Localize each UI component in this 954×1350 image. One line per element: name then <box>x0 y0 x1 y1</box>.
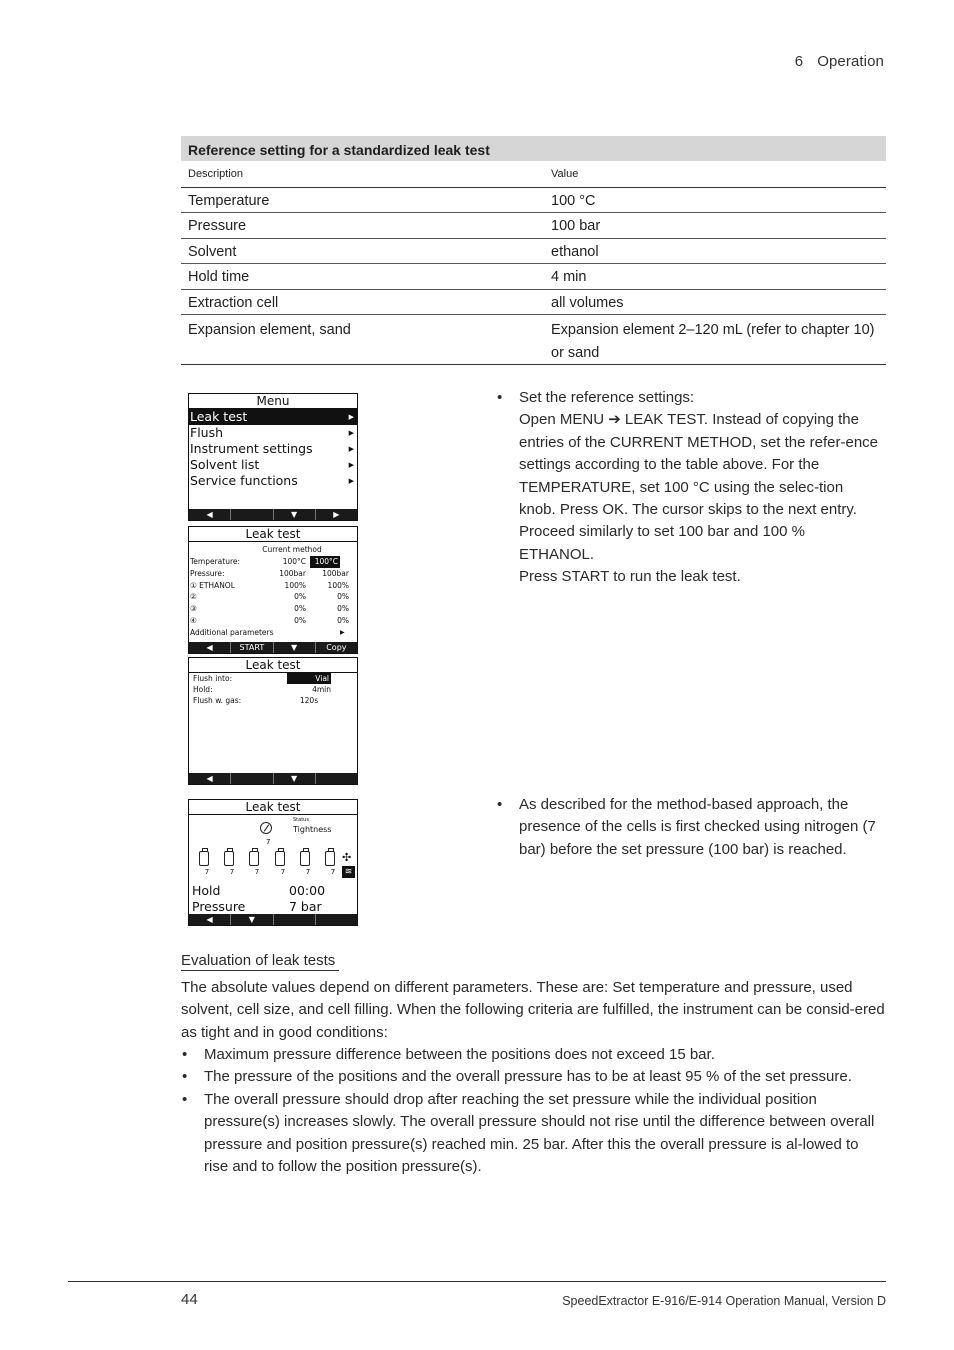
table-row <box>181 315 886 365</box>
list-item: • The pressure of the positions and the overall pressure has to be at least 95 % of the set pressure. <box>181 1066 886 1088</box>
extraction-cell-icon <box>199 851 209 866</box>
table-header-row <box>181 161 886 187</box>
parameter-label: ③ <box>190 604 197 614</box>
new-value[interactable]: 100bar <box>322 568 349 578</box>
row-description: Hold time <box>181 264 544 290</box>
current-value: 100bar <box>279 568 306 578</box>
document-title: SpeedExtractor E-916/E-914 Operation Manual, Version D <box>562 1294 886 1308</box>
row-description: Extraction cell <box>181 289 544 315</box>
softkey-bar <box>189 509 357 520</box>
cell-pressure-value: 7 <box>254 868 260 876</box>
parameter-row <box>189 615 357 627</box>
tightness-graphic <box>189 815 357 883</box>
current-method-label: Current method <box>262 545 322 554</box>
parameter-row <box>189 580 357 592</box>
softkey-down-icon[interactable]: ▼ <box>274 773 316 784</box>
page-number: 44 <box>181 1291 198 1308</box>
hold-value: 00:00 <box>289 883 326 898</box>
current-value: 100% <box>284 580 306 590</box>
softkey-start-button[interactable]: START <box>231 642 273 653</box>
screen-title: Leak test <box>189 800 357 815</box>
table-title-row <box>181 136 886 161</box>
flush-row <box>189 673 357 684</box>
menu-item-label: Service functions <box>190 473 298 488</box>
new-value[interactable]: 0% <box>337 592 349 602</box>
current-value: 100°C <box>282 557 306 566</box>
additional-parameters-label: Additional parameters <box>190 627 274 637</box>
pressure-label: Pressure <box>192 899 246 914</box>
pressure-gauge-icon <box>260 822 272 834</box>
row-value: ethanol <box>544 238 886 264</box>
cell-pressure-value: 7 <box>229 868 235 876</box>
menu-item-instrument-settings[interactable] <box>189 441 357 457</box>
parameter-row <box>189 568 357 580</box>
selected-value[interactable]: 100°C <box>310 556 340 568</box>
menu-item-label: Leak test <box>190 409 248 424</box>
softkey-back-icon[interactable]: ◀ <box>189 773 231 784</box>
row-value: Expansion element 2–120 mL (refer to chapter 10) or sand <box>544 315 886 365</box>
menu-item-label: Instrument settings <box>190 441 313 456</box>
new-value[interactable]: 100% <box>327 580 349 590</box>
menu-item-solvent-list[interactable] <box>189 457 357 473</box>
instruction-body: Open MENU ➔ LEAK TEST. Instead of copying the entries of the CURRENT METHOD, set the refer-ence settings according to the table above. For the TEMPERATURE, set 100 °C using the selec-tion knob. Press OK. The cursor skips to the next entry. Proceed similarly to set 100 bar and 100 % ETHANOL. <box>519 411 879 563</box>
list-item: • The overall pressure should drop after reaching the set pressure while the individual position pressure(s) increases slowly. The overall pressure should not rise until the difference between overall pressure and position pressure(s) reached min. 25 bar. After this the overall pressure is al-lowed to rise and to follow the position pressure(s). <box>181 1089 886 1179</box>
softkey-down-icon[interactable]: ▼ <box>274 509 316 520</box>
hold-label: Hold <box>192 883 221 898</box>
softkey-empty[interactable] <box>231 773 273 784</box>
additional-parameters-row[interactable] <box>189 627 357 639</box>
rotation-icon: ✣ <box>342 851 352 864</box>
softkey-back-icon[interactable]: ◀ <box>189 642 231 653</box>
flush-row <box>189 684 357 695</box>
table-row <box>181 264 886 290</box>
softkey-empty[interactable] <box>274 914 316 925</box>
softkey-bar <box>189 642 357 653</box>
column-header-description: Description <box>181 161 544 187</box>
parameter-label: Temperature: <box>190 557 241 566</box>
table-title: Reference setting for a standardized leak test <box>181 136 886 161</box>
screen-title: Menu <box>189 394 357 409</box>
heating-icon: ≋ <box>342 866 355 878</box>
arrow-right-icon: ▶ <box>340 628 345 636</box>
extraction-cell-icon <box>275 851 285 866</box>
extraction-cell-icon <box>249 851 259 866</box>
softkey-bar <box>189 914 357 925</box>
parameter-label: ② <box>190 592 197 602</box>
table-row <box>181 289 886 315</box>
extraction-cell-icon <box>224 851 234 866</box>
footer-divider <box>68 1281 886 1282</box>
leak-test-tightness-screen <box>188 799 358 926</box>
extraction-cell-icon <box>325 851 335 866</box>
instruction-start: Press START to run the leak test. <box>519 568 741 586</box>
row-value: 4 min <box>544 264 886 290</box>
section-heading: Evaluation of leak tests <box>181 952 339 971</box>
leak-test-parameters-screen <box>188 526 358 654</box>
current-value: 0% <box>294 615 306 625</box>
screen-title: Leak test <box>189 658 357 673</box>
criteria-list <box>181 1044 886 1178</box>
arrow-right-icon: ▶ <box>348 461 354 469</box>
extraction-cell-icon <box>300 851 310 866</box>
softkey-bar <box>189 773 357 784</box>
table-row <box>181 213 886 239</box>
flush-label: Hold: <box>193 685 213 694</box>
hold-row <box>189 883 357 899</box>
softkey-forward-icon[interactable]: ▶ <box>333 510 340 519</box>
parameter-row <box>189 591 357 603</box>
flush-label: Flush w. gas: <box>193 696 242 705</box>
column-header-value: Value <box>544 161 886 187</box>
row-description: Pressure <box>181 213 544 239</box>
cell-pressure-value: 7 <box>330 868 336 876</box>
softkey-back-icon[interactable]: ◀ <box>189 914 231 925</box>
chapter-number: 6 <box>794 53 804 70</box>
softkey-empty[interactable] <box>316 914 357 925</box>
flush-value-selected[interactable]: Vial <box>287 673 331 684</box>
cell-pressure-value: 7 <box>204 868 210 876</box>
row-value: all volumes <box>544 289 886 315</box>
menu-item-label: Flush <box>190 425 224 440</box>
row-description: Solvent <box>181 238 544 264</box>
parameter-row <box>189 603 357 615</box>
chapter-title: Operation <box>817 53 884 70</box>
flush-row <box>189 695 357 706</box>
pressure-value: 7 bar <box>289 899 322 914</box>
list-item <box>497 387 882 589</box>
evaluation-intro: The absolute values depend on different parameters. These are: Set temperature and pressure, used solvent, cell size, and cell filling. When the following criteria are fulfilled, the instrument can be consid-ered as tight and in good conditions: <box>181 979 885 1041</box>
flush-label: Flush into: <box>193 674 233 683</box>
list-item <box>497 794 882 861</box>
row-description: Expansion element, sand <box>181 315 544 365</box>
softkey-down-icon[interactable]: ▼ <box>274 642 316 653</box>
tightness-label: Tightness <box>293 825 332 834</box>
instructions-list <box>497 387 882 589</box>
table-row <box>181 238 886 264</box>
leak-test-flush-screen <box>188 657 358 785</box>
softkey-empty[interactable] <box>316 773 357 784</box>
softkey-down-icon[interactable]: ▼ <box>231 914 273 925</box>
arrow-right-icon: ▶ <box>348 413 354 421</box>
flush-value[interactable]: 120s <box>299 696 319 705</box>
menu-item-leak-test[interactable] <box>189 409 357 425</box>
new-value[interactable]: 0% <box>337 604 349 614</box>
menu-screen <box>188 393 358 521</box>
row-value: 100 °C <box>544 187 886 213</box>
menu-item-service-functions[interactable] <box>189 473 357 489</box>
instruction-lead: Set the reference settings: <box>519 389 695 406</box>
current-value: 0% <box>294 592 306 602</box>
pressure-row <box>189 899 357 915</box>
arrow-right-icon: ▶ <box>348 477 354 485</box>
reference-settings-table <box>181 136 886 365</box>
softkey-back-icon[interactable]: ◀ <box>189 509 231 520</box>
table-row <box>181 187 886 213</box>
running-header <box>795 53 884 70</box>
arrow-right-icon: ▶ <box>348 429 354 437</box>
parameter-label: ① ETHANOL <box>190 580 235 590</box>
screen-title: Leak test <box>189 527 357 542</box>
parameter-row <box>189 556 357 568</box>
flush-value[interactable]: 4min <box>312 685 331 694</box>
list-item: • Maximum pressure difference between the positions does not exceed 15 bar. <box>181 1044 886 1066</box>
menu-item-label: Solvent list <box>190 457 260 472</box>
softkey-copy-button[interactable]: Copy <box>326 643 347 652</box>
instruction-body: As described for the method-based approach, the presence of the cells is first checked using nitrogen (7 bar) before the set pressure (100 bar) is reached. <box>519 796 876 858</box>
cell-pressure-value: 7 <box>305 868 311 876</box>
softkey-empty[interactable] <box>231 509 273 520</box>
arrow-right-icon: ▶ <box>348 445 354 453</box>
status-label: Status <box>293 817 309 823</box>
gauge-value: 7 <box>266 838 271 846</box>
new-value[interactable]: 0% <box>337 615 349 625</box>
parameter-label: ④ <box>190 615 197 625</box>
cell-pressure-value: 7 <box>280 868 286 876</box>
row-value: 100 bar <box>544 213 886 239</box>
menu-item-flush[interactable] <box>189 425 357 441</box>
current-value: 0% <box>294 604 306 614</box>
instructions-list <box>497 794 882 861</box>
row-description: Temperature <box>181 187 544 213</box>
parameter-label: Pressure: <box>190 568 225 578</box>
